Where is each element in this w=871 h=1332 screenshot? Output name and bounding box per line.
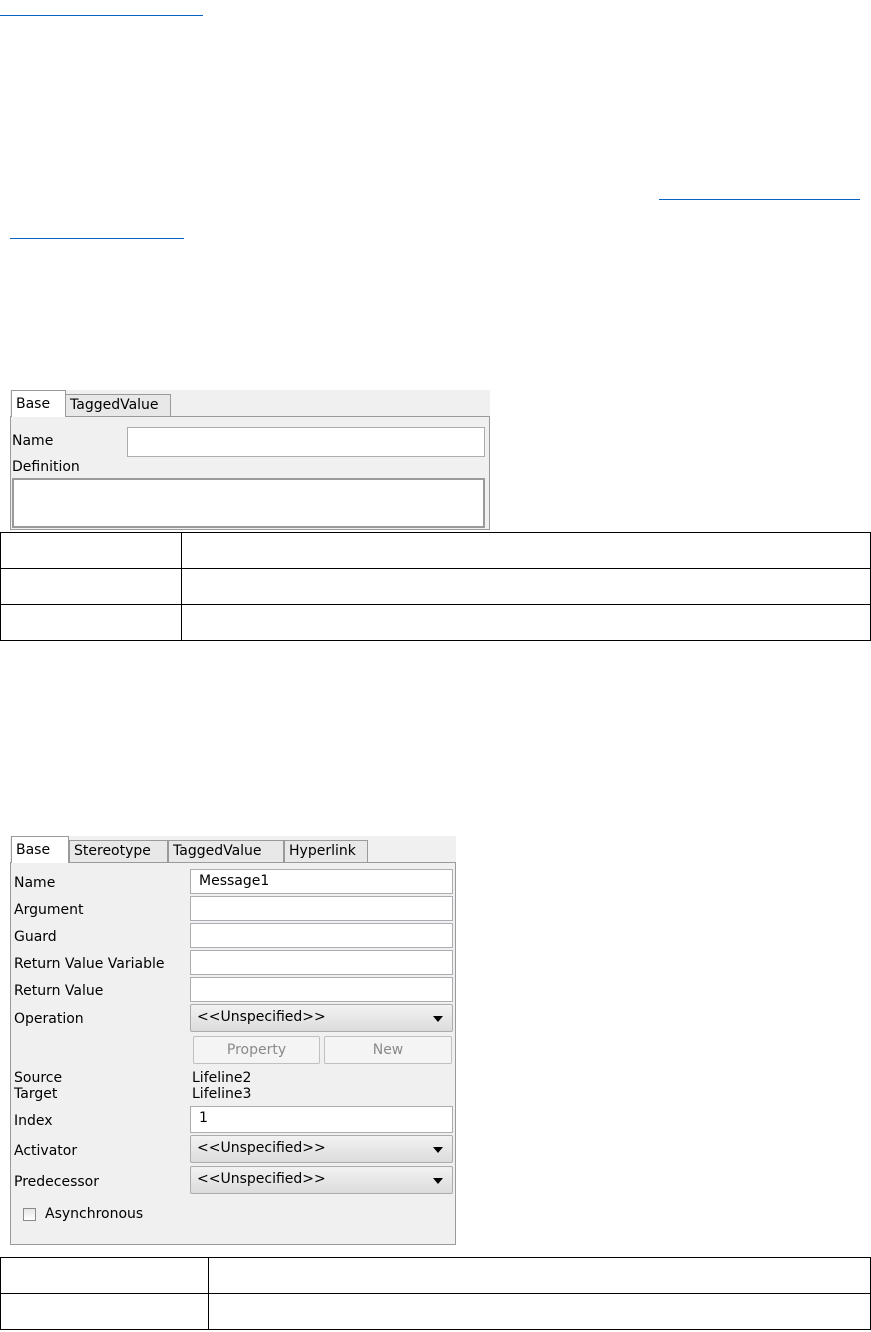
table-cell bbox=[1, 533, 182, 569]
argument-label: Argument bbox=[14, 902, 84, 918]
argument-field[interactable] bbox=[190, 896, 453, 921]
tab-base[interactable]: Base bbox=[11, 390, 66, 417]
table-row bbox=[1, 1294, 871, 1330]
tab-strip bbox=[10, 390, 490, 416]
table-cell bbox=[182, 533, 871, 569]
predecessor-select-value: <<Unspecified>> bbox=[197, 1171, 326, 1187]
activator-label: Activator bbox=[14, 1143, 78, 1159]
property-table bbox=[0, 532, 871, 641]
tab-taggedvalue[interactable]: TaggedValue bbox=[168, 840, 284, 862]
message-properties-panel bbox=[10, 836, 456, 1245]
chevron-down-icon bbox=[433, 1147, 443, 1153]
table-row bbox=[1, 533, 871, 569]
definition-label: Definition bbox=[12, 459, 80, 475]
table-row bbox=[1, 605, 871, 641]
definition-textarea[interactable] bbox=[12, 478, 485, 528]
tab-base[interactable]: Base bbox=[11, 836, 69, 863]
chevron-down-icon bbox=[433, 1016, 443, 1022]
index-label: Index bbox=[14, 1113, 53, 1129]
tab-content bbox=[10, 416, 490, 530]
tab-stereotype[interactable]: Stereotype bbox=[69, 840, 168, 862]
operation-select-value: <<Unspecified>> bbox=[197, 1009, 326, 1025]
tab-taggedvalue[interactable]: TaggedValue bbox=[65, 394, 171, 416]
hyperlink-underline[interactable] bbox=[10, 238, 184, 239]
source-label: Source bbox=[14, 1070, 63, 1086]
table-cell bbox=[182, 605, 871, 641]
activator-select[interactable] bbox=[190, 1135, 453, 1163]
name-field[interactable] bbox=[127, 427, 485, 457]
guard-field[interactable] bbox=[190, 923, 453, 948]
name-label: Name bbox=[12, 433, 54, 449]
table-cell bbox=[1, 569, 182, 605]
guard-label: Guard bbox=[14, 929, 57, 945]
property-table bbox=[0, 1257, 871, 1330]
table-cell bbox=[209, 1294, 871, 1330]
target-value: Lifeline3 bbox=[192, 1086, 252, 1102]
hyperlink-underline[interactable] bbox=[659, 199, 860, 200]
return-value-variable-field[interactable] bbox=[190, 950, 453, 975]
chevron-down-icon bbox=[433, 1178, 443, 1184]
table-cell bbox=[1, 1258, 209, 1294]
tab-strip bbox=[10, 836, 456, 862]
operation-label: Operation bbox=[14, 1011, 84, 1027]
property-button[interactable]: Property bbox=[193, 1036, 320, 1064]
return-value-field[interactable] bbox=[190, 977, 453, 1002]
activator-select-value: <<Unspecified>> bbox=[197, 1140, 326, 1156]
name-field[interactable]: Message1 bbox=[190, 869, 453, 894]
asynchronous-checkbox[interactable] bbox=[23, 1208, 36, 1221]
return-value-label: Return Value bbox=[14, 983, 104, 999]
asynchronous-label: Asynchronous bbox=[45, 1206, 144, 1222]
base-properties-panel bbox=[10, 390, 490, 530]
table-row bbox=[1, 569, 871, 605]
table-cell bbox=[182, 569, 871, 605]
tab-content bbox=[10, 862, 456, 1245]
table-row bbox=[1, 1258, 871, 1294]
predecessor-label: Predecessor bbox=[14, 1174, 99, 1190]
new-button[interactable]: New bbox=[324, 1036, 452, 1064]
name-label: Name bbox=[14, 875, 56, 891]
index-field[interactable]: 1 bbox=[190, 1106, 453, 1133]
operation-select[interactable] bbox=[190, 1004, 453, 1032]
table-cell bbox=[209, 1258, 871, 1294]
source-value: Lifeline2 bbox=[192, 1070, 252, 1086]
hyperlink-underline[interactable] bbox=[0, 15, 203, 16]
table-cell bbox=[1, 605, 182, 641]
target-label: Target bbox=[14, 1086, 58, 1102]
return-value-variable-label: Return Value Variable bbox=[14, 956, 165, 972]
predecessor-select[interactable] bbox=[190, 1166, 453, 1194]
table-cell bbox=[1, 1294, 209, 1330]
tab-hyperlink[interactable]: Hyperlink bbox=[284, 840, 368, 862]
